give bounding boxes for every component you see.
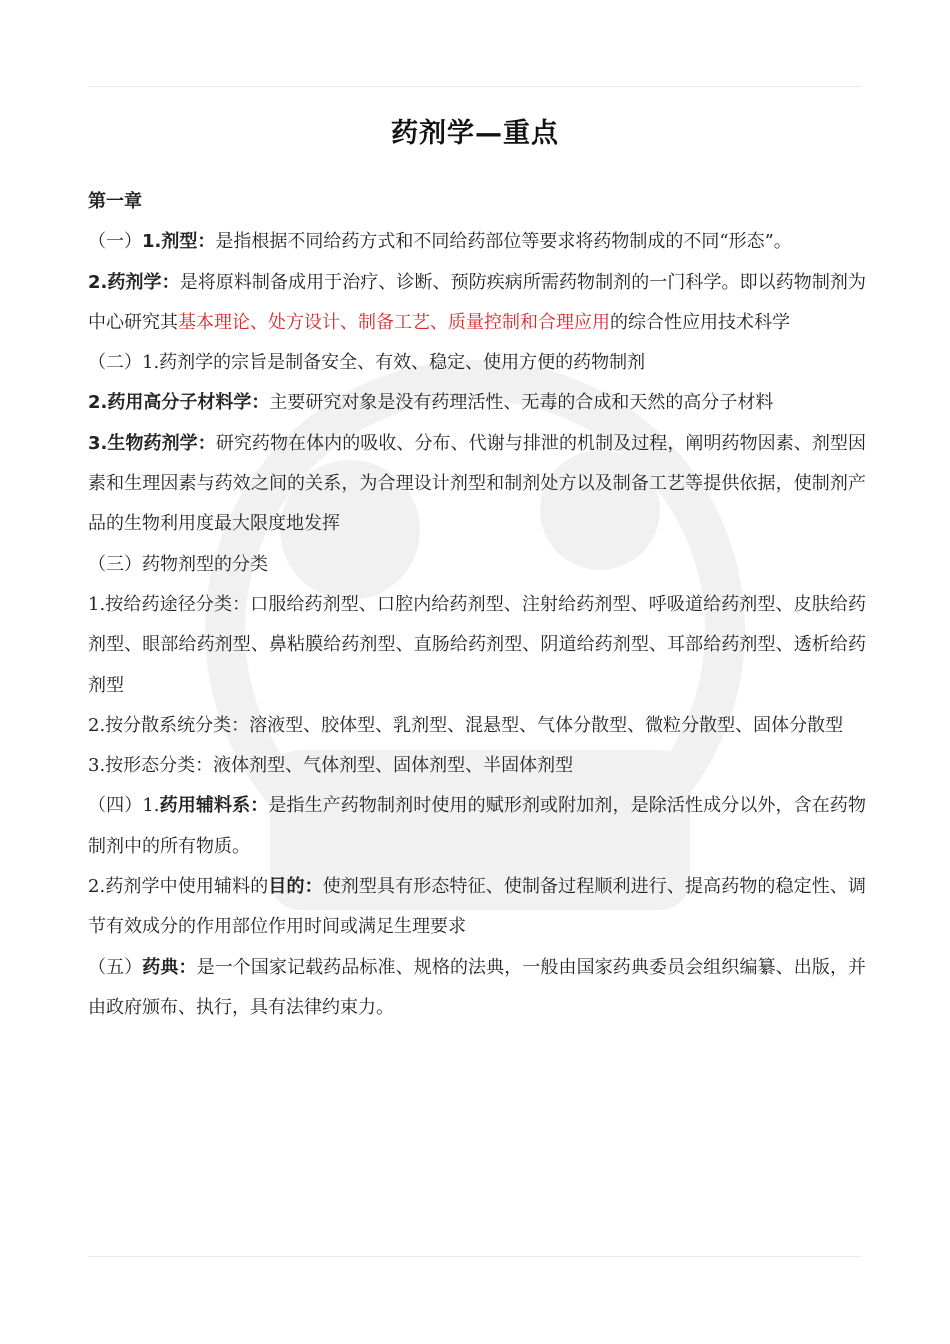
definition-text: 主要研究对象是没有药理活性、无毒的合成和天然的高分子材料	[269, 392, 774, 414]
term-biopharmaceutics: 3.生物药剂学	[88, 432, 198, 454]
footer-rule	[88, 1256, 862, 1257]
definition-text: 是指根据不同给药方式和不同给药部位等要求将药物制成的不同“形态”。	[215, 231, 792, 253]
term-dosage-form: 1.剂型	[142, 231, 198, 253]
term-colon: ：	[304, 876, 323, 898]
definition-text: 研究药物在体内的吸收、分布、代谢与排泄的机制及过程，阐明药物因素、剂型因素和生理因素与药效之间的关系，为合理设计剂型和制剂处方以及制备工艺等提供依据，使制剂产品的生物利用度最大限度地发挥	[88, 432, 866, 535]
definition-text: 是指生产药物制剂时使用的赋形剂或附加剂，是除活性成分以外，含在药物制剂中的所有物质。	[88, 795, 867, 857]
paragraph-pharmaceutics	[88, 263, 866, 344]
definition-text-end: 的综合性应用技术科学	[610, 311, 790, 333]
paragraph-pharmacopoeia	[88, 948, 866, 1029]
term-polymer-materials: 2.药用高分子材料学	[88, 392, 252, 414]
term-colon: ：	[251, 392, 270, 414]
paragraph-polymer-materials	[88, 383, 866, 423]
paragraph-by-dispersion: 2.按分散系统分类：溶液型、胶体型、乳剂型、混悬型、气体分散型、微粒分散型、固体分散型	[88, 714, 844, 736]
term-colon: ：	[178, 956, 197, 978]
highlight-text: 基本理论、处方设计、制备工艺、质量控制和合理应用	[178, 311, 610, 333]
document-body	[88, 182, 866, 1028]
section-marker: （四）1.	[88, 795, 160, 817]
definition-text: 是一个国家记载药品标准、规格的法典，一般由国家药典委员会组织编纂、出版，并由政府颁布、执行，具有法律约束力。	[88, 956, 867, 1018]
term-pharmaceutics: 2.药剂学	[88, 271, 162, 293]
paragraph-excipients	[88, 786, 866, 867]
term-colon: ：	[250, 795, 269, 817]
page-title: 药剂学—重点	[391, 118, 559, 149]
term-pharmacopoeia: 药典	[142, 956, 179, 978]
paragraph-biopharmaceutics	[88, 424, 866, 545]
term-excipients: 药用辅料系	[159, 795, 251, 817]
paragraph-classification-heading: （三）药物剂型的分类	[88, 553, 268, 575]
definition-text: 是将原料制备成用于治疗、诊断、预防疾病所需药物制剂的一门科学。即以药物制剂为中心研究其	[88, 271, 866, 333]
paragraph-excipient-purpose	[88, 867, 866, 948]
term-colon: ：	[197, 231, 216, 253]
prefix-text: 2.药剂学中使用辅料的	[88, 876, 269, 898]
header-rule	[88, 86, 862, 87]
section-marker: （五）	[88, 956, 143, 978]
paragraph-dosage-form	[88, 222, 866, 262]
term-purpose: 目的	[268, 876, 305, 898]
paragraph-by-route: 1.按给药途径分类：口服给药剂型、口腔内给药剂型、注射给药剂型、呼吸道给药剂型、皮肤给药剂型、眼部给药剂型、鼻粘膜给药剂型、直肠给药剂型、阴道给药剂型、耳部给药剂型、透析给药剂型	[88, 593, 866, 696]
term-colon: ：	[161, 271, 180, 293]
section-marker: （一）	[88, 231, 142, 253]
chapter-heading: 第一章	[88, 191, 142, 212]
term-colon: ：	[197, 432, 216, 454]
paragraph-by-form: 3.按形态分类：液体剂型、气体剂型、固体剂型、半固体剂型	[88, 755, 574, 777]
definition-text: 使剂型具有形态特征、使制备过程顺利进行、提高药物的稳定性、调节有效成分的作用部位作用时间或满足生理要求	[88, 876, 867, 938]
paragraph-purpose: （二）1.药剂学的宗旨是制备安全、有效、稳定、使用方便的药物制剂	[88, 352, 646, 374]
